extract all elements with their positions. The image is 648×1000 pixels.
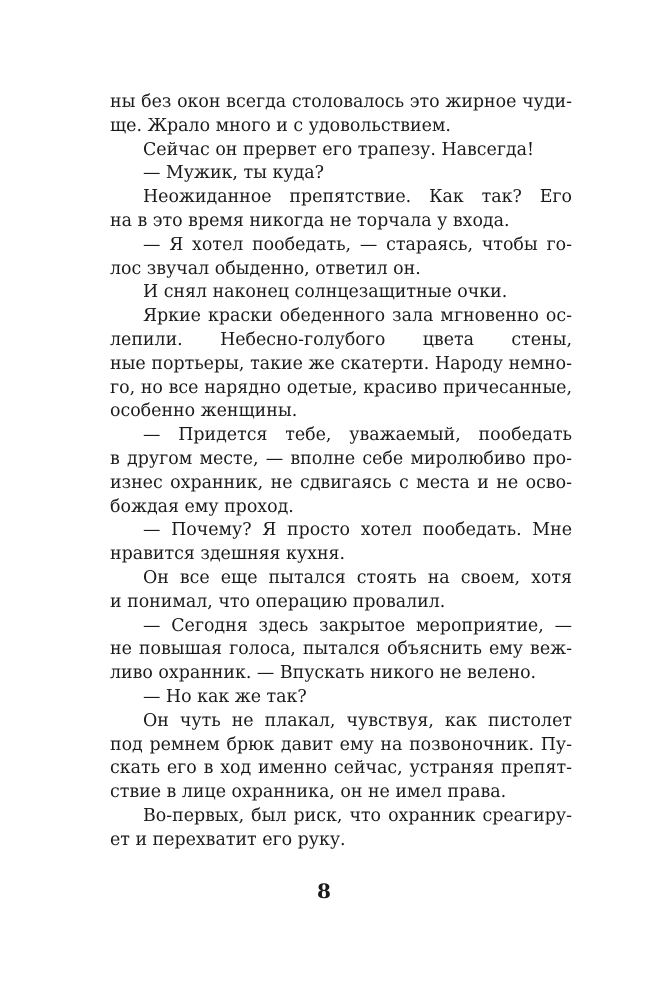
text-line: — Почему? Я просто хотел пообедать. Мне <box>143 520 572 541</box>
text-line: — Но как же так? <box>143 686 307 707</box>
text-line: изнес охранник, не сдвигаясь с места и не осво- <box>110 472 572 493</box>
text-line: Неожиданное препятствие. Как так? Его <box>143 187 572 208</box>
text-line: ны без окон всегда столовалось это жирное чуди- <box>110 92 572 112</box>
body-text <box>110 91 572 853</box>
text-line: нравится здешняя кухня. <box>110 544 346 565</box>
text-line: го, но все нарядно одетые, красиво причесанные, <box>110 377 572 398</box>
text-line: лепили. Небесно-голубого цвета стены, <box>110 329 572 350</box>
page-number: 8 <box>317 879 331 903</box>
text-line: ствие в лице охранника, он не имел права. <box>110 782 507 803</box>
text-line: особенно женщины. <box>110 401 298 422</box>
text-line: ливо охранник. — Впускать никого не велено. <box>110 663 537 684</box>
text-line: Он чуть не плакал, чувствуя, как пистолет <box>143 710 572 731</box>
text-line: — Мужик, ты куда? <box>143 163 324 184</box>
text-line: — Сегодня здесь закрытое мероприятие, — <box>143 615 572 636</box>
text-line: ные портьеры, такие же скатерти. Народу немно- <box>110 353 572 374</box>
text-line: Сейчас он прервет его трапезу. Навсегда! <box>143 139 535 160</box>
text-line: не повышая голоса, пытался объяснить ему веж- <box>110 639 572 660</box>
text-line: скать его в ход именно сейчас, устраняя препят- <box>110 758 572 779</box>
text-line: ет и перехватит его руку. <box>110 829 346 850</box>
text-line: лос звучал обыденно, ответил он. <box>110 258 421 279</box>
text-line: — Я хотел пообедать, — стараясь, чтобы го- <box>143 234 572 255</box>
text-line: И снял наконец солнцезащитные очки. <box>143 282 508 303</box>
text-line: — Придется тебе, уважаемый, пообедать <box>143 425 572 446</box>
text-line: в другом месте, — вполне себе миролюбиво про- <box>110 448 572 469</box>
text-line: Он все еще пытался стоять на своем, хотя <box>143 567 572 588</box>
text-line: бождая ему проход. <box>110 496 294 517</box>
text-line: Во-первых, был риск, что охранник среагиру- <box>143 805 572 826</box>
text-line: Яркие краски обеденного зала мгновенно ос- <box>143 306 572 327</box>
text-line: ще. Жрало много и с удовольствием. <box>110 115 451 136</box>
text-line: и понимал, что операцию провалил. <box>110 591 446 612</box>
text-line: под ремнем брюк давит ему на позвоночник. Пу- <box>110 734 572 755</box>
text-line: на в это время никогда не торчала у входа. <box>110 210 510 231</box>
